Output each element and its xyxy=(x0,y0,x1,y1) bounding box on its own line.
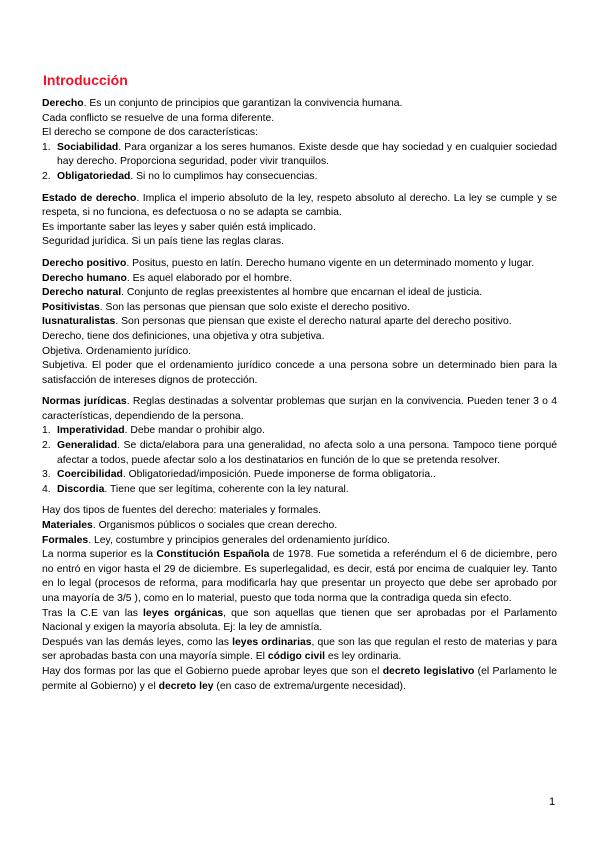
term-coercibilidad: Coercibilidad xyxy=(57,469,123,481)
paragraph-importante: Es importante saber las leyes y saber quién está implicado. xyxy=(42,221,316,233)
term-decreto-ley: decreto ley xyxy=(158,680,214,692)
term-obligatoriedad: Obligatoriedad xyxy=(57,170,131,182)
term-iusnaturalistas: Iusnaturalistas xyxy=(42,316,116,328)
paragraph-caracteristicas: El derecho se compone de dos características: xyxy=(42,127,259,139)
term-derecho-natural: Derecho natural xyxy=(42,287,122,299)
paragraph-positivistas: Positivistas. Son las personas que piensan que solo existe el derecho positivo. xyxy=(42,301,410,313)
list-item-imperatividad: 1. Imperatividad. Debe mandar o prohibir algo. xyxy=(42,424,557,439)
list-item-generalidad: 2. Generalidad. Se dicta/elabora para una generalidad, no afecta solo a una persona. Tampoco tiene porqué afectar a todos, puede afectar solo a los destinatarios en función de lo que se pretenda resolver. xyxy=(42,440,557,466)
paragraph-seguridad: Seguridad jurídica. Si un país tiene las reglas claras. xyxy=(42,236,285,248)
paragraph-subjetiva: Subjetiva. El poder que el ordenamiento jurídico concede a una persona sobre un determinado bien para la satisfacción de intereses dignos de protección. xyxy=(42,360,557,386)
term-constitucion: Constitución Española xyxy=(156,549,270,561)
paragraph-decretos: Hay dos formas por las que el Gobierno puede aprobar leyes que son el decreto legislativo (el Parlamento le permite al Gobierno) y el decreto ley (en caso de extrema/urgente necesidad). xyxy=(42,665,557,692)
paragraph-fuentes: Hay dos tipos de fuentes del derecho: materiales y formales. xyxy=(42,505,321,517)
list-item-coercibilidad: 3. Coercibilidad. Obligatoriedad/imposición. Puede imponerse de forma obligatoria.. xyxy=(42,468,557,483)
paragraph-normas-juridicas: Normas jurídicas. Reglas destinadas a solventar problemas que surjan en la convivencia. Pueden tener 3 o 4 características, dependiendo de la persona. xyxy=(42,396,557,422)
term-derecho: Derecho xyxy=(42,98,84,109)
term-codigo-civil: código civil xyxy=(267,651,326,663)
list-number: 3. xyxy=(42,469,51,481)
paragraph-constitucion: La norma superior es la Constitución Española de 1978. Fue sometida a referéndum el 6 de diciembre, pero no entró en vigor hasta el 29 de diciembre. Es superlegalidad, es decir, está por encima de cualquier ley. Tanto en lo legal (procesos de reforma, para modificarla hay que presentar un proyecto que debe ser aprobado por una mayoría de 3/5 ), como en lo material, puesto que toda norma que la contradiga queda sin efecto. xyxy=(42,549,557,604)
term-derecho-positivo: Derecho positivo xyxy=(42,257,127,269)
paragraph-formales: Formales. Ley, costumbre y principios generales del ordenamiento jurídico. xyxy=(42,534,391,546)
list-item-obligatoriedad: 2. Obligatoriedad. Si no lo cumplimos hay consecuencias. xyxy=(42,170,557,185)
list-number: 1. xyxy=(42,141,51,153)
paragraph-materiales: Materiales. Organismos públicos o sociales que crean derecho. xyxy=(42,520,338,532)
paragraph-conflicto: Cada conflicto se resuelve de una forma diferente. xyxy=(42,112,275,124)
paragraph-definiciones: Derecho, tiene dos definiciones, una objetiva y otra subjetiva. xyxy=(42,330,325,342)
paragraph-estado-derecho: Estado de derecho. Implica el imperio absoluto de la ley, respeto absoluto al derecho. La ley se cumple y se respeta, si no funciona, es defectuosa o no se adapta se cambia. xyxy=(42,192,557,219)
term-leyes-organicas: leyes orgánicas xyxy=(143,607,224,619)
page-number: 1 xyxy=(549,796,556,808)
paragraph-derecho-natural: Derecho natural. Conjunto de reglas preexistentes al hombre que encarnan el ideal de justicia. xyxy=(42,287,483,299)
paragraph-iusnaturalistas: Iusnaturalistas. Son personas que piensan que existe el derecho natural aparte del derecho positivo. xyxy=(42,316,512,328)
list-item-sociabilidad: 1. Sociabilidad. Para organizar a los seres humanos. Existe desde que hay sociedad y en cualquier sociedad hay derecho. Proporciona seguridad, poder vivir tranquilos. xyxy=(42,141,557,168)
term-positivistas: Positivistas xyxy=(42,301,100,313)
paragraph-derecho: Derecho. Es un conjunto de principios que garantizan la convivencia humana. xyxy=(42,98,403,109)
list-number: 4. xyxy=(42,483,51,495)
list-number: 1. xyxy=(42,425,51,437)
term-leyes-ordinarias: leyes ordinarias xyxy=(232,636,312,648)
document-body xyxy=(42,97,557,694)
list-number: 2. xyxy=(42,440,51,452)
term-materiales: Materiales xyxy=(42,520,93,532)
term-generalidad: Generalidad xyxy=(57,440,118,452)
term-sociabilidad: Sociabilidad xyxy=(57,141,119,153)
term-formales: Formales xyxy=(42,534,89,546)
term-discordia: Discordia xyxy=(57,483,105,495)
term-normas-juridicas: Normas jurídicas xyxy=(42,396,127,408)
list-number: 2. xyxy=(42,170,51,182)
paragraph-derecho-humano: Derecho humano. Es aquel elaborado por el hombre. xyxy=(42,272,293,284)
paragraph-leyes-organicas: Tras la C.E van las leyes orgánicas, que son aquellas que tienen que ser aprobadas por el Parlamento Nacional y exigen la mayoría absoluta. Ej: la ley de amnistía. xyxy=(42,607,557,634)
term-decreto-legislativo: decreto legislativo xyxy=(382,665,475,677)
paragraph-derecho-positivo: Derecho positivo. Positus, puesto en latín. Derecho humano vigente en un determinado momento y lugar. xyxy=(42,257,535,269)
paragraph-objetiva: Objetiva. Ordenamiento jurídico. xyxy=(42,345,192,357)
list-item-discordia: 4. Discordia. Tiene que ser legítima, coherente con la ley natural. xyxy=(42,483,557,498)
paragraph-leyes-ordinarias: Después van las demás leyes, como las leyes ordinarias, que son las que regulan el resto de materias y para ser aprobadas basta con una mayoría simple. El código civil es ley ordinaria. xyxy=(42,636,557,663)
term-derecho-humano: Derecho humano xyxy=(42,272,127,284)
term-imperatividad: Imperatividad xyxy=(57,425,125,437)
section-title: Introducción xyxy=(43,72,128,88)
term-estado-derecho: Estado de derecho xyxy=(42,192,137,204)
